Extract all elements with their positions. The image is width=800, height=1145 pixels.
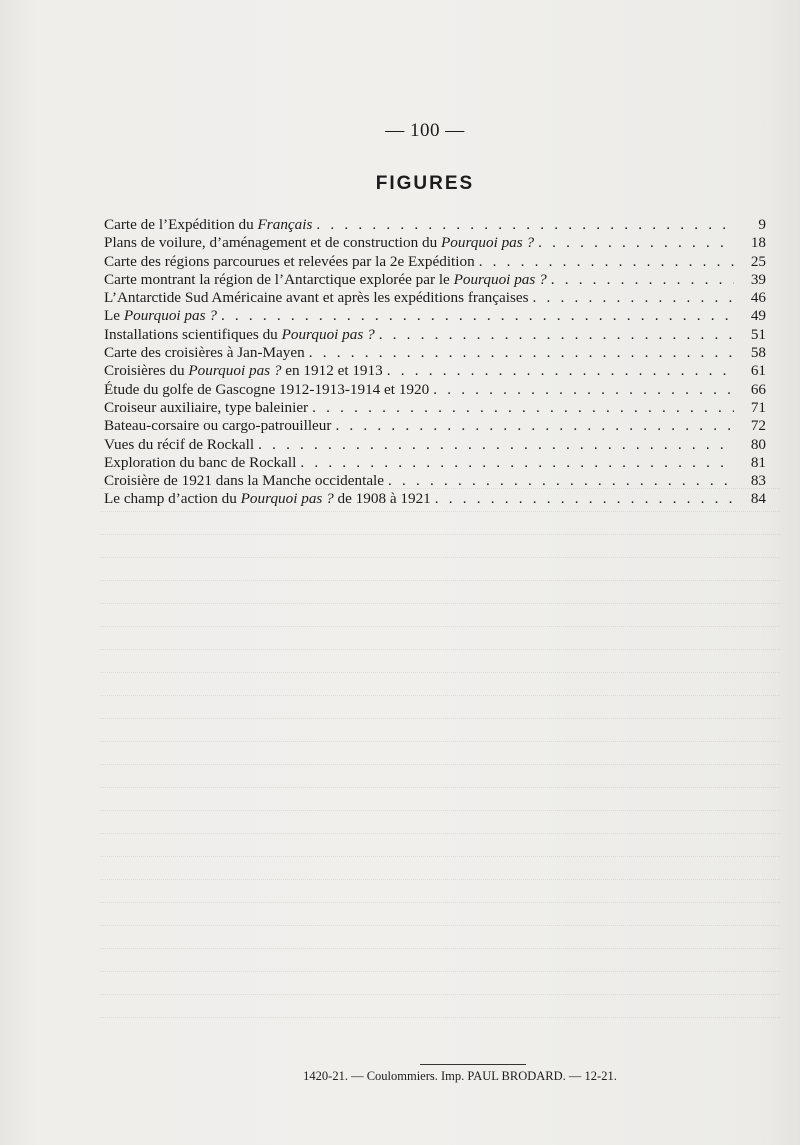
dot-leader: [533, 289, 734, 307]
page-number: — 100 —: [385, 120, 465, 141]
figure-entry-title: [104, 362, 383, 380]
figure-entry-ship-name: Pourquoi pas ?: [188, 362, 282, 380]
imprint-rule: [420, 1064, 526, 1065]
figure-entry-title-text: L’Antarctide Sud Américaine avant et après les expéditions françaises: [104, 289, 529, 307]
figure-entry-title-text: Carte de l’Expédition du: [104, 216, 258, 233]
dot-leader: [433, 381, 734, 399]
dot-leader: [221, 307, 734, 325]
figure-entry: [104, 417, 766, 435]
figure-entry-title-text: Bateau-corsaire ou cargo-patrouilleur: [104, 417, 332, 435]
figure-page-number: 72: [750, 417, 766, 435]
dot-leader: [258, 436, 734, 454]
dot-leader: [479, 253, 734, 271]
figure-entry-title: [104, 436, 254, 454]
figure-page-number: 61: [750, 362, 766, 380]
figure-page-number: 81: [750, 453, 766, 471]
figure-entry-ship-name: Français: [257, 216, 313, 233]
figure-entry-title: [104, 216, 312, 234]
figure-entry-title-text: Étude du golfe de Gascogne 1912-1913-1914 et 1920: [104, 380, 430, 398]
figure-entry: [104, 381, 766, 399]
dot-leader: [379, 326, 734, 344]
figure-entry-ship-name: Pourquoi pas ?: [281, 325, 375, 343]
figure-entry: [104, 362, 766, 380]
figure-entry: [104, 253, 766, 271]
figure-entry: [104, 216, 766, 234]
figure-entry: [104, 399, 766, 417]
figure-page-number: 9: [758, 216, 766, 233]
figure-entry-title-text: Plans de voilure, d’aménagement et de construction du: [104, 234, 441, 252]
figure-entry-title: [104, 271, 547, 289]
section-title: FIGURES: [375, 173, 475, 194]
figure-entry-ship-name: Pourquoi pas ?: [453, 270, 547, 288]
figure-page-number: 39: [750, 270, 766, 288]
dot-leader: [335, 417, 734, 435]
figure-entry-title: [104, 417, 331, 435]
dot-leader: [316, 216, 734, 234]
figure-entry-title-text: Carte des croisières à Jan-Mayen: [104, 344, 305, 362]
figure-entry-title: [104, 289, 529, 307]
figure-entry: [104, 307, 766, 325]
figure-page-number: 58: [750, 344, 766, 362]
figure-page-number: 46: [750, 289, 766, 307]
figure-entry-title-text: Croisière de 1921 dans la Manche occidentale: [104, 472, 385, 490]
figure-entry-ship-name: Pourquoi pas ?: [240, 490, 334, 508]
figure-entry: [104, 436, 766, 454]
figure-page-number: 51: [750, 325, 766, 343]
figure-entry-title: [104, 344, 305, 362]
figure-entry-title: [104, 399, 308, 417]
figure-entry: [104, 234, 766, 252]
figure-entry-title: [104, 326, 375, 344]
figures-list: [104, 216, 766, 509]
dot-leader: [312, 399, 734, 417]
bleed-through-text: [100, 470, 780, 1040]
figure-entry-ship-name: Pourquoi pas ?: [440, 234, 535, 252]
figure-entry-title-text: Carte des régions parcourues et relevées par la 2e Expédition: [104, 252, 475, 270]
figure-entry-title-text: Croisières du: [104, 362, 189, 380]
figure-entry-ship-name: Pourquoi pas ?: [123, 307, 217, 325]
figure-page-number: 49: [750, 307, 766, 325]
figure-page-number: 80: [750, 435, 766, 453]
figure-entry-title-text: Installations scientifiques du: [104, 325, 282, 343]
dot-leader: [309, 344, 734, 362]
figure-page-number: 25: [750, 252, 766, 270]
figure-entry-title-text: Exploration du banc de Rockall: [104, 453, 297, 471]
figure-entry-title: [104, 234, 534, 252]
figure-entry-title-suffix: en 1912 et 1913: [281, 362, 383, 380]
dot-leader: [551, 271, 734, 289]
printer-imprint: 1420-21. — Coulommiers. Imp. PAUL BRODARD. — 12-21.: [303, 1069, 617, 1083]
figure-page-number: 71: [750, 398, 766, 416]
figure-page-number: 83: [750, 472, 766, 490]
figure-entry: [104, 289, 766, 307]
figure-page-number: 66: [750, 380, 766, 398]
figure-page-number: 18: [750, 234, 766, 252]
figure-entry-title: [104, 381, 429, 399]
figure-page-number: 84: [750, 490, 766, 508]
dot-leader: [387, 362, 734, 380]
dot-leader: [538, 234, 734, 252]
figure-entry-title-text: Carte montrant la région de l’Antarctique explorée par le: [104, 270, 454, 288]
figure-entry-title-text: Le: [104, 307, 124, 325]
figure-entry-title-text: Le champ d’action du: [104, 490, 241, 508]
figure-entry: [104, 344, 766, 362]
figure-entry-title-text: Vues du récif de Rockall: [104, 435, 255, 453]
figure-entry-title-text: Croiseur auxiliaire, type baleinier: [104, 398, 309, 416]
figure-entry: [104, 271, 766, 289]
figure-entry-title-suffix: de 1908 à 1921: [333, 490, 431, 508]
figure-entry-title: [104, 307, 217, 325]
figure-entry: [104, 326, 766, 344]
figure-entry-title: [104, 253, 475, 271]
